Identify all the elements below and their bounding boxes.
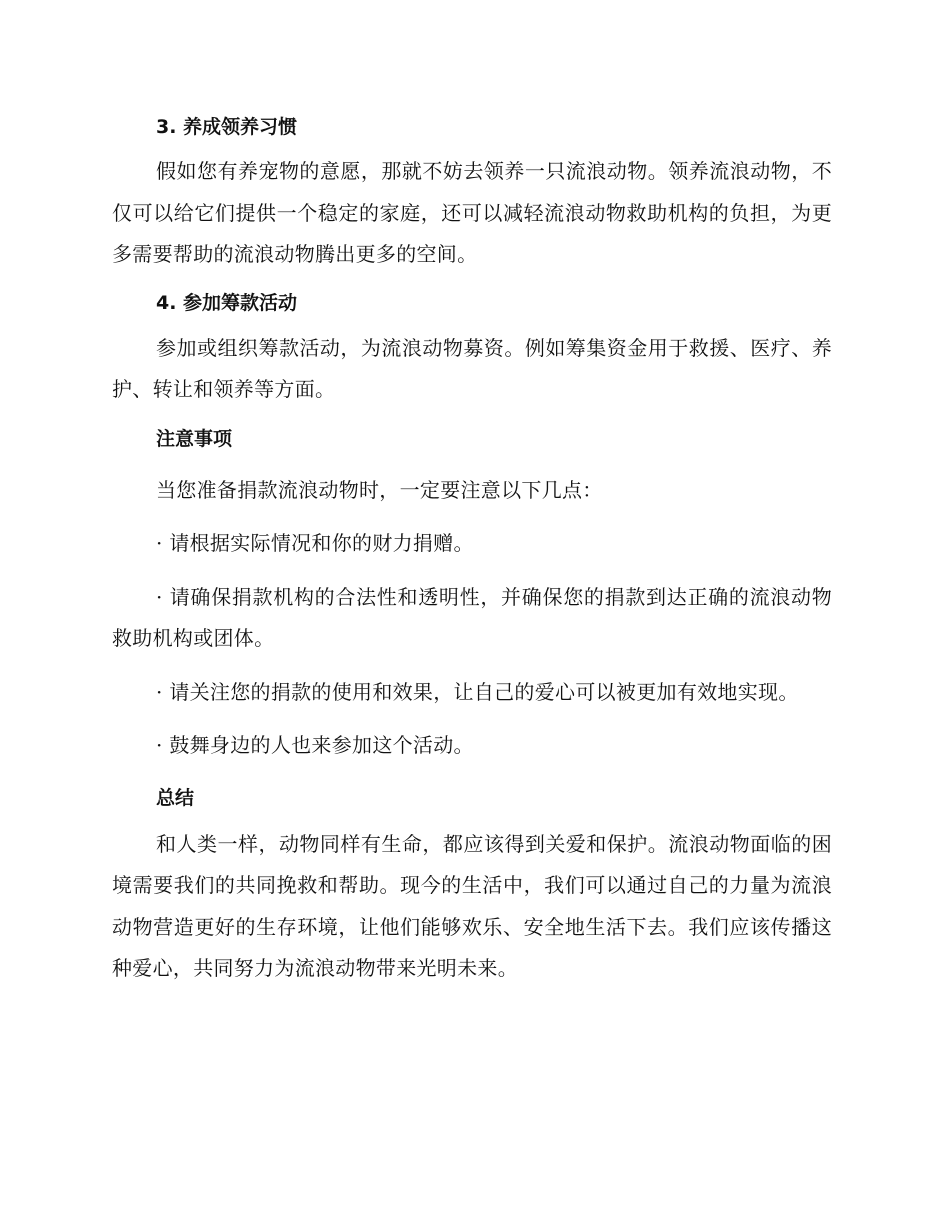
section-heading-summary: 总结 [156,786,195,809]
notes-bullet-item: · 请根据实际情况和你的财力捐赠。 [156,531,474,555]
document-page [112,108,832,990]
section-body-adopt: 假如您有养宠物的意愿，那就不妨去领养一只流浪动物。领养流浪动物，不仅可以给它们提供一个稳定的家庭，还可以减轻流浪动物救助机构的负担，为更多需要帮助的流浪动物腾出更多的空间。 [112,159,832,266]
notes-bullet-item: · 请关注您的捐款的使用和效果，让自己的爱心可以被更加有效地实现。 [156,679,799,704]
section-body-summary: 和人类一样，动物同样有生命，都应该得到关爱和保护。流浪动物面临的困境需要我们的共同挽救和帮助。现今的生活中，我们可以通过自己的力量为流浪动物营造更好的生存环境，让他们能够欢乐、安全地生活下去。我们应该传播这种爱心，共同努力为流浪动物带来光明未来。 [112,831,832,980]
section-heading-fundraise: 4. 参加筹款活动 [156,291,298,314]
notes-bullet-item: · 请确保捐款机构的合法性和透明性，并确保您的捐款到达正确的流浪动物救助机构或团体。 [112,584,832,650]
section-heading-adopt: 3. 养成领养习惯 [156,116,298,138]
section-heading-notes: 注意事项 [156,427,233,450]
section-body-fundraise: 参加或组织筹款活动，为流浪动物募资。例如筹集资金用于救援、医疗、养护、转让和领养等方面。 [112,335,832,401]
notes-intro: 当您准备捐款流浪动物时，一定要注意以下几点： [156,477,603,502]
notes-bullet-item: · 鼓舞身边的人也来参加这个活动。 [156,733,474,757]
